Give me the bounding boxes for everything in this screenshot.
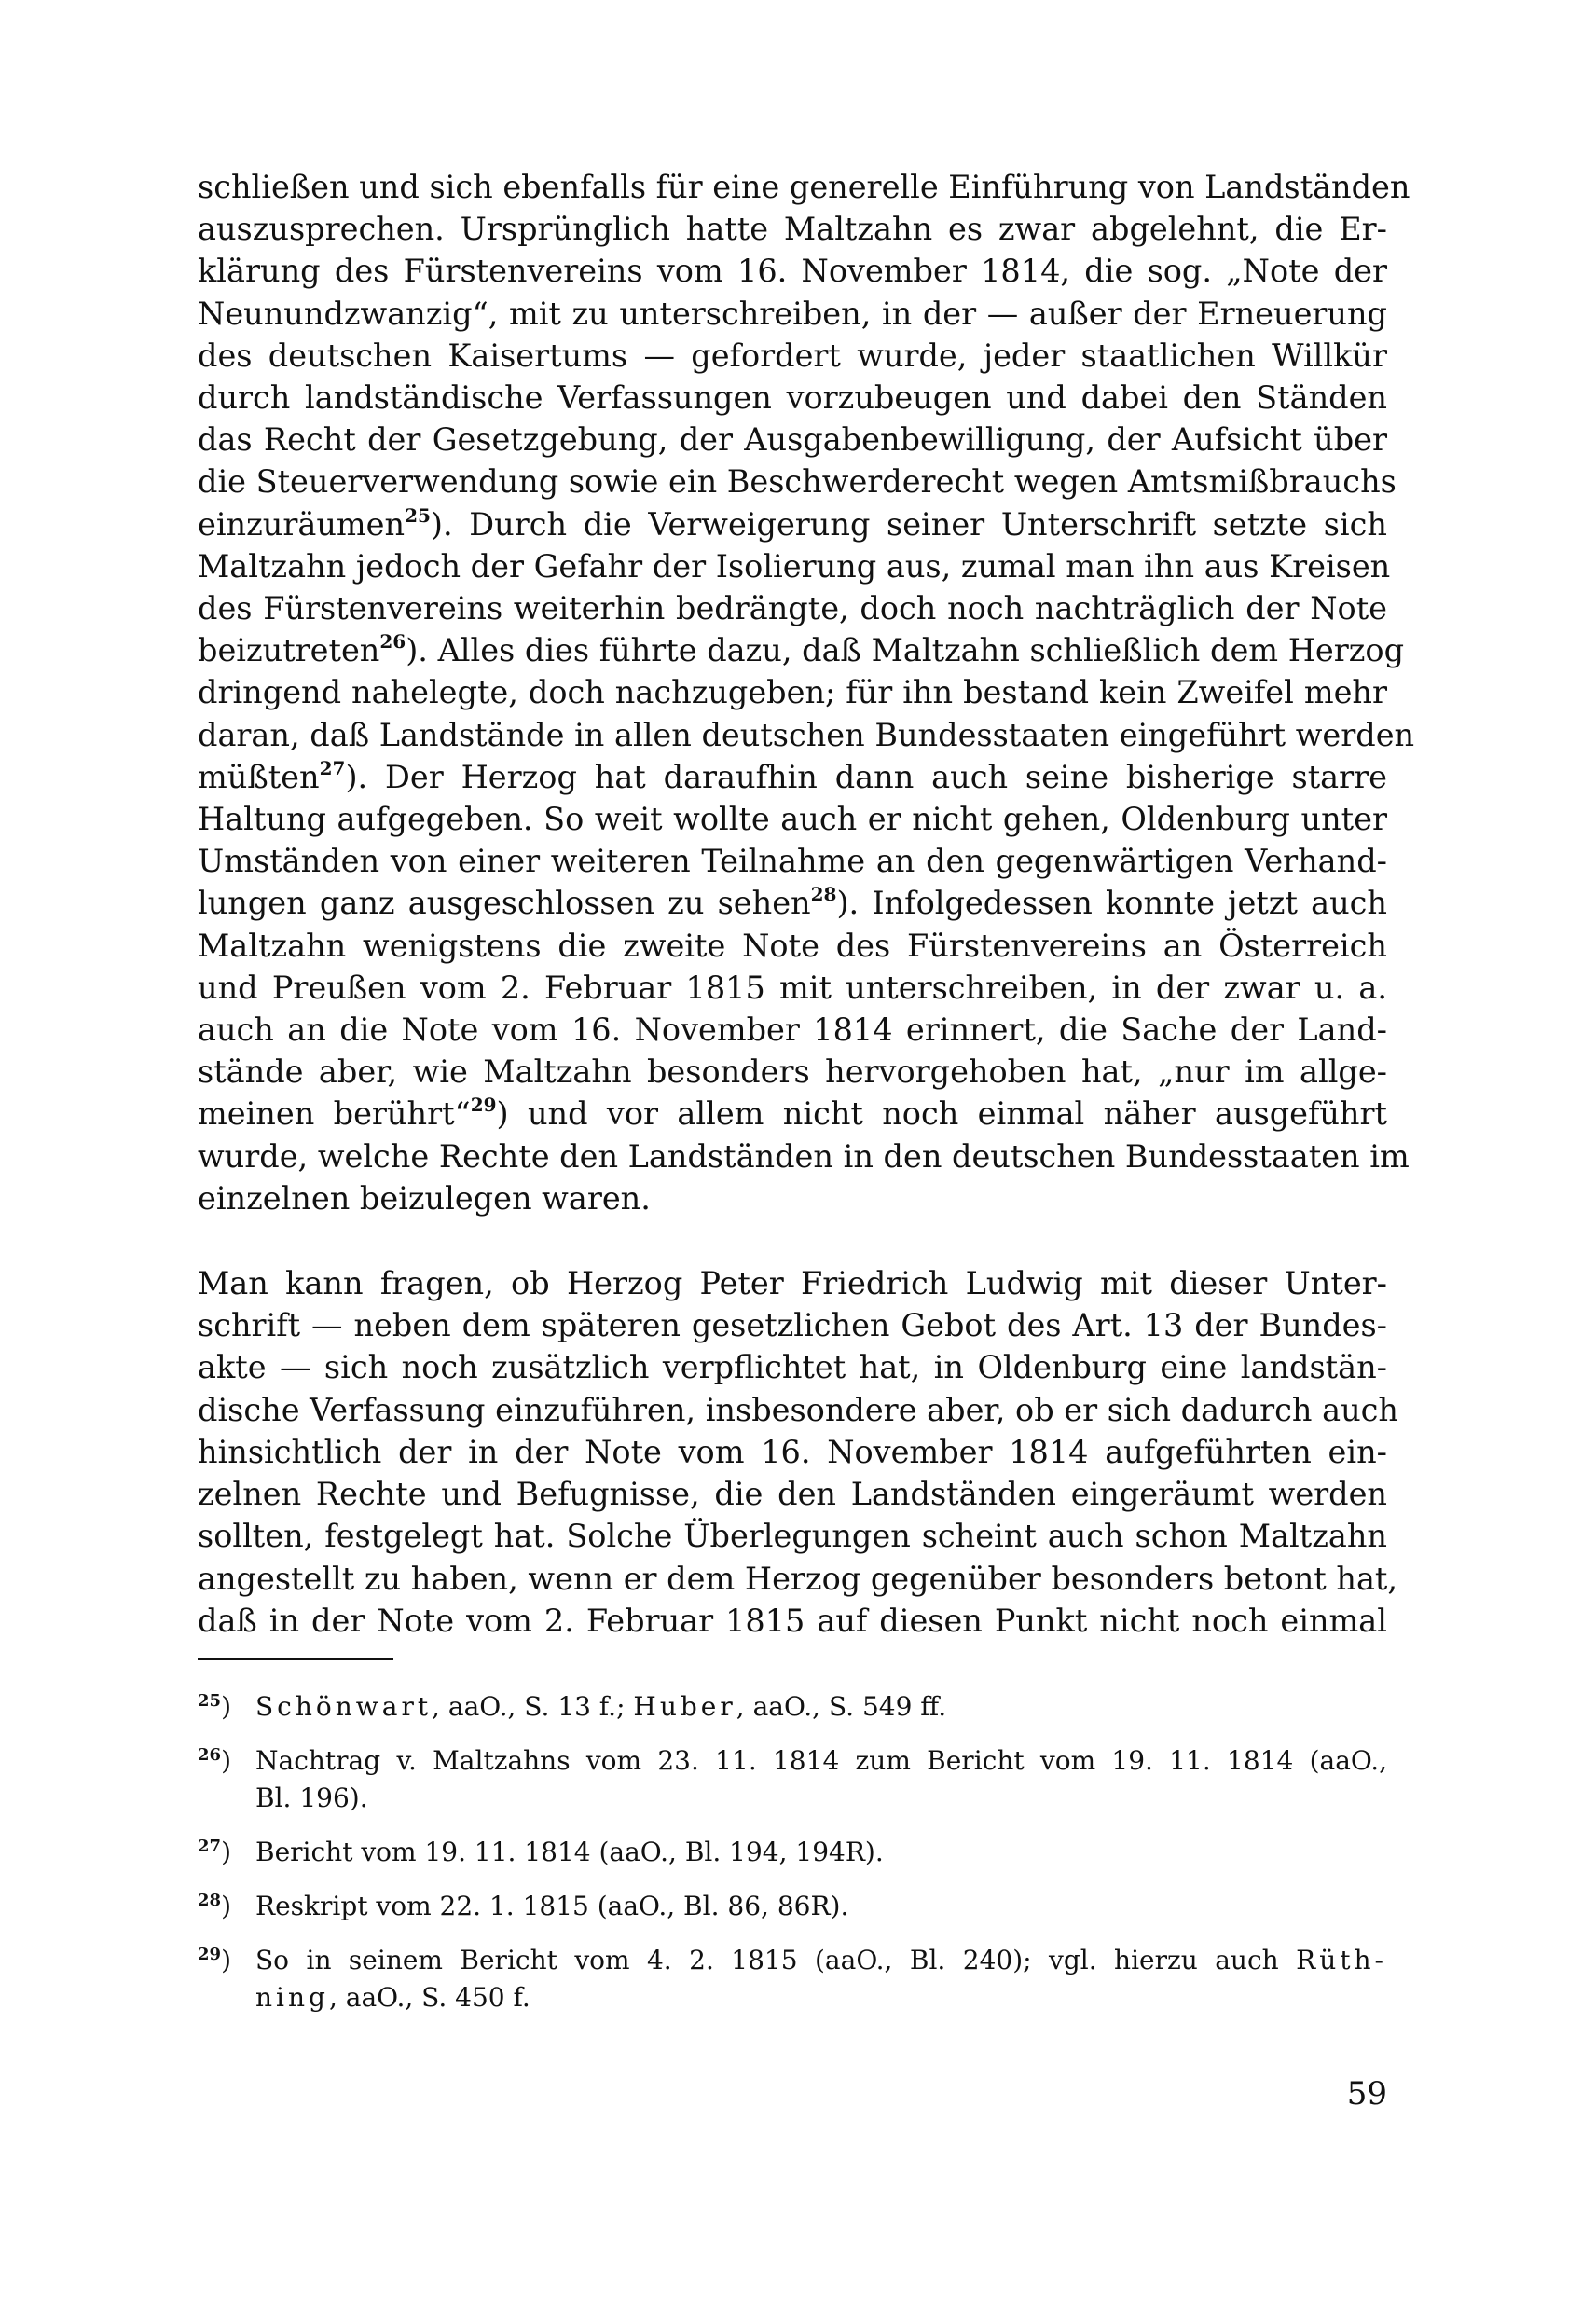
footnote-divider bbox=[198, 1658, 393, 1660]
text-segment: ). Der Herzog hat daraufhin dann auch seine bisherige starre bbox=[345, 758, 1387, 795]
author-name: ning bbox=[255, 1981, 329, 2013]
text-segment: meinen berührt“ bbox=[198, 1095, 471, 1133]
footnote-29: $^{29}$) So in seinem Bericht vom 4. 2. 1815 (aaO., Bl. 240); vgl. hierzu auch Rüth- ning, aaO., S. 450 f. bbox=[198, 1942, 1387, 2016]
footnote-text: Reskript vom 22. 1. 1815 (aaO., Bl. 86, 86R). bbox=[255, 1890, 849, 1921]
text-line: das Recht der Gesetzgebung, der Ausgabenbewilligung, der Aufsicht über bbox=[198, 421, 1387, 459]
text-segment: , aaO., S. 13 f.; bbox=[432, 1690, 634, 1722]
body-paragraph-2 bbox=[198, 1262, 1398, 1642]
body-paragraph-1 bbox=[198, 166, 1415, 1219]
text-line: Umständen von einer weiteren Teilnahme an den gegenwärtigen Verhand- bbox=[198, 843, 1387, 880]
footnote-number: 28 bbox=[198, 1890, 222, 1910]
text-segment: beizutreten bbox=[198, 632, 380, 669]
text-line: einzelnen beizulegen waren. bbox=[198, 1179, 651, 1217]
text-line bbox=[198, 1093, 1387, 1135]
text-line: zelnen Rechte und Befugnisse, die den Landständen eingeräumt werden bbox=[198, 1476, 1387, 1513]
footnotes bbox=[198, 1688, 1387, 2016]
text-line: angestellt zu haben, wenn er dem Herzog gegenüber besonders betont hat, bbox=[198, 1560, 1398, 1597]
text-line: auszusprechen. Ursprünglich hatte Maltzahn es zwar abgelehnt, die Er- bbox=[198, 211, 1387, 248]
text-line: und Preußen vom 2. Februar 1815 mit unterschreiben, in der zwar u. a. bbox=[198, 969, 1387, 1006]
footnote-28: $^{28}$) Reskript vom 22. 1. 1815 (aaO., Bl. 86, 86R). bbox=[198, 1888, 1387, 1925]
text-line bbox=[198, 882, 1387, 924]
text-line: auch an die Note vom 16. November 1814 erinnert, die Sache der Land- bbox=[198, 1012, 1387, 1049]
text-line: akte — sich noch zusätzlich verpflichtet hat, in Oldenburg eine landstän- bbox=[198, 1349, 1387, 1386]
footnote-27: $^{27}$) Bericht vom 19. 11. 1814 (aaO., Bl. 194, 194R). bbox=[198, 1834, 1387, 1871]
text-line: wurde, welche Rechte den Landständen in den deutschen Bundesstaaten im bbox=[198, 1137, 1410, 1175]
footnote-number: 29 bbox=[198, 1944, 222, 1964]
text-line: Maltzahn wenigstens die zweite Note des Fürstenvereins an Österreich bbox=[198, 927, 1387, 964]
text-line: Man kann fragen, ob Herzog Peter Friedrich Ludwig mit dieser Unter- bbox=[198, 1265, 1387, 1302]
text-segment: , aaO., S. 450 f. bbox=[328, 1981, 530, 2013]
text-segment: ). Infolgedessen konnte jetzt auch bbox=[836, 885, 1387, 922]
author-name: Rüth- bbox=[1296, 1944, 1387, 1975]
text-segment: müßten bbox=[198, 758, 320, 795]
text-line: Maltzahn jedoch der Gefahr der Isolierung aus, zumal man ihn aus Kreisen bbox=[198, 547, 1391, 585]
text-line: des deutschen Kaisertums — gefordert wurde, jeder staatlichen Willkür bbox=[198, 337, 1387, 374]
text-line: schließen und sich ebenfalls für eine generelle Einführung von Landständen bbox=[198, 169, 1410, 205]
text-segment: lungen ganz ausgeschlossen zu sehen bbox=[198, 885, 811, 922]
text-line: dische Verfassung einzuführen, insbesondere aber, ob er sich dadurch auch bbox=[198, 1391, 1398, 1428]
author-name: Huber bbox=[633, 1690, 736, 1722]
footnote-ref-25: 25 bbox=[405, 503, 431, 527]
text-line bbox=[255, 1942, 1387, 1979]
text-segment: So in seinem Bericht vom 4. 2. 1815 (aaO., Bl. 240); vgl. hierzu auch bbox=[255, 1944, 1297, 1975]
text-line: daß in der Note vom 2. Februar 1815 auf diesen Punkt nicht noch einmal bbox=[198, 1602, 1387, 1639]
author-name: Schönwart bbox=[255, 1690, 433, 1722]
footnote-number: 27 bbox=[198, 1836, 222, 1856]
footnote-number: 25 bbox=[198, 1690, 222, 1711]
footnote-number: 26 bbox=[198, 1744, 222, 1765]
text-line: dringend nahelegte, doch nachzugeben; für ihn bestand kein Zweifel mehr bbox=[198, 674, 1387, 711]
text-segment: einzuräumen bbox=[198, 505, 406, 543]
text-line: sollten, festgelegt hat. Solche Überlegungen scheint auch schon Maltzahn bbox=[198, 1518, 1387, 1555]
footnote-26: $^{26}$) Nachtrag v. Maltzahns vom 23. 11. 1814 zum Bericht vom 19. 11. 1814 (aaO., Bl. 196). bbox=[198, 1742, 1387, 1817]
text-line bbox=[198, 629, 1405, 671]
text-line: Neunundzwanzig“, mit zu unterschreiben, in der — außer der Erneuerung bbox=[198, 295, 1387, 332]
footnote-ref-29: 29 bbox=[470, 1094, 497, 1117]
text-line: daran, daß Landstände in allen deutschen Bundesstaaten eingeführt werden bbox=[198, 716, 1415, 753]
footnote-ref-27: 27 bbox=[319, 756, 346, 779]
page-content bbox=[198, 166, 1415, 2033]
text-segment: ). Durch die Verweigerung seiner Unterschrift setzte sich bbox=[430, 505, 1387, 543]
footnote-text: Bericht vom 19. 11. 1814 (aaO., Bl. 194, 194R). bbox=[255, 1836, 884, 1867]
text-line: die Steuerverwendung sowie ein Beschwerderecht wegen Amtsmißbrauchs bbox=[198, 463, 1396, 501]
text-line: Bl. 196). bbox=[255, 1782, 368, 1813]
footnote-25: $^{25}$) Schönwart, aaO., S. 13 f.; Huber, aaO., S. 549 ff. bbox=[198, 1690, 947, 1722]
text-segment: , aaO., S. 549 ff. bbox=[736, 1690, 947, 1722]
footnote-ref-28: 28 bbox=[810, 883, 837, 906]
text-line: Nachtrag v. Maltzahns vom 23. 11. 1814 zum Bericht vom 19. 11. 1814 (aaO., bbox=[255, 1744, 1387, 1776]
text-line bbox=[198, 756, 1387, 798]
footnote-ref-26: 26 bbox=[379, 630, 406, 654]
text-segment: ). Alles dies führte dazu, daß Maltzahn schließlich dem Herzog bbox=[406, 632, 1405, 669]
text-segment: ) und vor allem nicht noch einmal näher ausgeführt bbox=[496, 1095, 1387, 1133]
page-number: 59 bbox=[1346, 2075, 1387, 2112]
text-line: hinsichtlich der in der Note vom 16. November 1814 aufgeführten ein- bbox=[198, 1433, 1387, 1470]
text-line: stände aber, wie Maltzahn besonders hervorgehoben hat, „nur im allge- bbox=[198, 1053, 1387, 1091]
text-line bbox=[198, 503, 1387, 545]
text-line: klärung des Fürstenvereins vom 16. November 1814, die sog. „Note der bbox=[198, 253, 1387, 290]
text-line: des Fürstenvereins weiterhin bedrängte, doch noch nachträglich der Note bbox=[198, 590, 1387, 627]
text-line bbox=[255, 1979, 1387, 2016]
text-line: schrift — neben dem späteren gesetzlichen Gebot des Art. 13 der Bundes- bbox=[198, 1307, 1387, 1344]
text-line: durch landständische Verfassungen vorzubeugen und dabei den Ständen bbox=[198, 379, 1387, 417]
text-line: Haltung aufgegeben. So weit wollte auch er nicht gehen, Oldenburg unter bbox=[198, 801, 1387, 838]
